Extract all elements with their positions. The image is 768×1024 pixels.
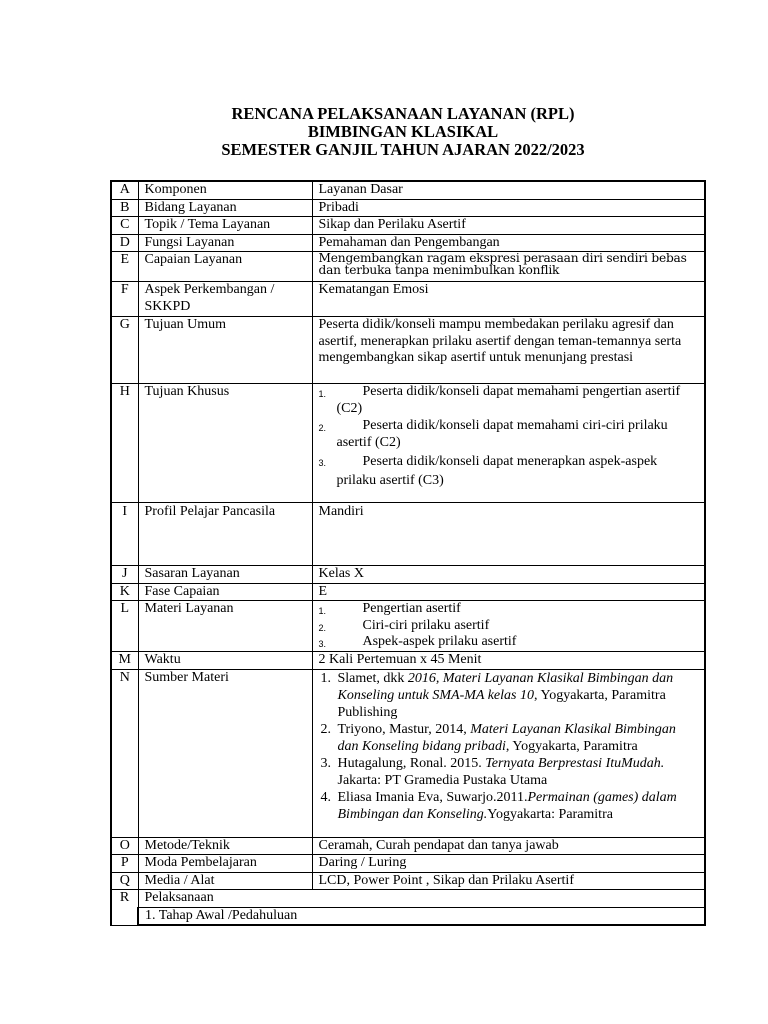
- list-number: 1.: [320, 670, 331, 686]
- row-letter: C: [111, 217, 138, 235]
- source-publisher: Yogyakarta: Paramitra: [487, 806, 613, 822]
- table-row: [111, 601, 705, 652]
- row-value: Kelas X: [312, 566, 705, 584]
- row-label: Sasaran Layanan: [138, 566, 312, 584]
- list-text: Pengertian asertif: [362, 601, 461, 616]
- row-value: Mandiri: [312, 503, 705, 566]
- title-line-2: BIMBINGAN KLASIKAL: [307, 122, 499, 141]
- row-letter: M: [111, 652, 138, 670]
- row-label: Materi Layanan: [138, 601, 312, 652]
- row-value: Layanan Dasar: [312, 181, 705, 199]
- row-value: [312, 669, 705, 837]
- list-text: Peserta didik/konseli dapat menerapkan aspek-aspek prilaku asertif (C3): [336, 454, 658, 488]
- list-item: [319, 452, 699, 490]
- table-row: [111, 855, 705, 873]
- row-value: E: [312, 583, 705, 601]
- row-value: 2 Kali Pertemuan x 45 Menit: [312, 652, 705, 670]
- row-label: Media / Alat: [138, 872, 312, 890]
- row-label: Bidang Layanan: [138, 199, 312, 217]
- source-author: Triyono, Mastur, 2014,: [337, 721, 471, 737]
- table-row: [111, 384, 705, 503]
- row-label: Fungsi Layanan: [138, 234, 312, 252]
- row-label: Fase Capaian: [138, 583, 312, 601]
- table-row: [111, 217, 705, 235]
- row-value: Ceramah, Curah pendapat dan tanya jawab: [312, 837, 705, 855]
- source-author: Eliasa Imania Eva, Suwarjo.2011.: [337, 789, 528, 805]
- list-item: [319, 789, 699, 823]
- table-row: [111, 282, 705, 317]
- row-label: Waktu: [138, 652, 312, 670]
- row-value: Kematangan Emosi: [312, 282, 705, 317]
- source-title: Materi Layanan Klasikal Bimbingan dan Konseling bidang pribadi: [337, 721, 676, 754]
- list-number: 4.: [320, 789, 331, 805]
- row-sub-label: 1. Tahap Awal /Pedahuluan: [138, 907, 705, 925]
- table-row: [111, 317, 705, 384]
- list-text: Aspek-aspek prilaku asertif: [362, 634, 517, 649]
- row-letter: A: [111, 181, 138, 199]
- list-item: [319, 670, 699, 721]
- list-text: Peserta didik/konseli dapat memahami ciri-ciri prilaku asertif (C2): [336, 418, 668, 450]
- row-letter: L: [111, 601, 138, 652]
- row-value: [312, 384, 705, 503]
- row-label: Tujuan Khusus: [138, 384, 312, 503]
- list-item: [319, 384, 699, 417]
- list-item: [319, 755, 699, 789]
- title-line-1: RENCANA PELAKSANAAN LAYANAN (RPL): [231, 104, 575, 123]
- list-number: 3.: [318, 639, 327, 649]
- list-number: 3.: [320, 755, 331, 771]
- row-label: Capaian Layanan: [138, 252, 312, 282]
- table-row: [111, 199, 705, 217]
- list-number: 2.: [320, 721, 331, 737]
- table-row: [111, 872, 705, 890]
- list-item: [319, 601, 699, 618]
- row-label: Metode/Teknik: [138, 837, 312, 855]
- list-number: 1.: [318, 606, 327, 616]
- row-label: Topik / Tema Layanan: [138, 217, 312, 235]
- rpl-table: [110, 180, 706, 926]
- row-letter: E: [111, 252, 138, 282]
- row-label: Moda Pembelajaran: [138, 855, 312, 873]
- row-value: LCD, Power Point , Sikap dan Prilaku Asertif: [312, 872, 705, 890]
- table-row: [111, 907, 705, 925]
- row-letter: F: [111, 282, 138, 317]
- row-value: [312, 252, 705, 282]
- list-number: 2.: [318, 622, 327, 633]
- capaian-text: Mengembangkan ragam ekspresi perasaan diri sendiri bebas dan terbuka tanpa menimbulkan konflik: [318, 251, 687, 277]
- list-item: [319, 721, 699, 755]
- source-author: Hutagalung, Ronal. 2015.: [337, 755, 486, 771]
- list-number: 1.: [318, 389, 327, 399]
- row-value: Daring / Luring: [312, 855, 705, 873]
- row-value: Pribadi: [312, 199, 705, 217]
- list-number: 3.: [318, 458, 327, 468]
- row-letter: J: [111, 566, 138, 584]
- source-publisher: Jakarta: PT Gramedia Pustaka Utama: [337, 772, 548, 788]
- row-value: Pemahaman dan Pengembangan: [312, 234, 705, 252]
- source-title: Ternyata Berprestasi ItuMudah.: [485, 755, 665, 771]
- list-text: Ciri-ciri prilaku asertif: [362, 617, 490, 633]
- table-row: [111, 252, 705, 282]
- row-letter: R: [111, 890, 138, 926]
- row-letter: Q: [111, 872, 138, 890]
- row-value: Peserta didik/konseli mampu membedakan perilaku agresif dan asertif, menerapkan prilaku asertif dengan teman-temannya serta mengembangkan sikap asertif untuk menunjang prestasi: [312, 317, 705, 384]
- source-author: Slamet, dkk: [337, 670, 408, 686]
- row-letter: B: [111, 199, 138, 217]
- row-label: Sumber Materi: [138, 669, 312, 837]
- table-row: [111, 669, 705, 837]
- row-label: Aspek Perkembangan / SKKPD: [138, 282, 312, 317]
- row-letter: I: [111, 503, 138, 566]
- table-row: [111, 652, 705, 670]
- source-publisher: , Yogyakarta, Paramitra: [505, 738, 638, 754]
- source-title: 2016, Materi Layanan Klasikal Bimbingan dan Konseling untuk SMA-MA kelas 10: [337, 670, 674, 703]
- table-row: [111, 181, 705, 199]
- list-text: Peserta didik/konseli dapat memahami pengertian asertif (C2): [336, 384, 681, 416]
- table-row: [111, 837, 705, 855]
- row-letter: K: [111, 583, 138, 601]
- list-number: 2.: [318, 423, 327, 433]
- source-title: Permainan (games) dalam Bimbingan dan Konseling.: [337, 789, 677, 822]
- row-letter: N: [111, 669, 138, 837]
- row-label: Tujuan Umum: [138, 317, 312, 384]
- table-row: [111, 583, 705, 601]
- list-item: [319, 418, 699, 451]
- list-item: [319, 618, 699, 635]
- table-row: [111, 234, 705, 252]
- row-letter: O: [111, 837, 138, 855]
- row-label: Pelaksanaan: [138, 890, 705, 908]
- source-publisher: , Yogyakarta, Paramitra Publishing: [337, 687, 666, 720]
- row-letter: D: [111, 234, 138, 252]
- document-title: [0, 105, 768, 159]
- list-item: [319, 634, 699, 651]
- table-row: [111, 566, 705, 584]
- row-letter: H: [111, 384, 138, 503]
- row-letter: P: [111, 855, 138, 873]
- table-row: [111, 503, 705, 566]
- title-line-3: SEMESTER GANJIL TAHUN AJARAN 2022/2023: [221, 140, 585, 159]
- row-value: Sikap dan Perilaku Asertif: [312, 217, 705, 235]
- row-label: Komponen: [138, 181, 312, 199]
- table-row: [111, 890, 705, 908]
- row-value: [312, 601, 705, 652]
- row-letter: G: [111, 317, 138, 384]
- row-label: Profil Pelajar Pancasila: [138, 503, 312, 566]
